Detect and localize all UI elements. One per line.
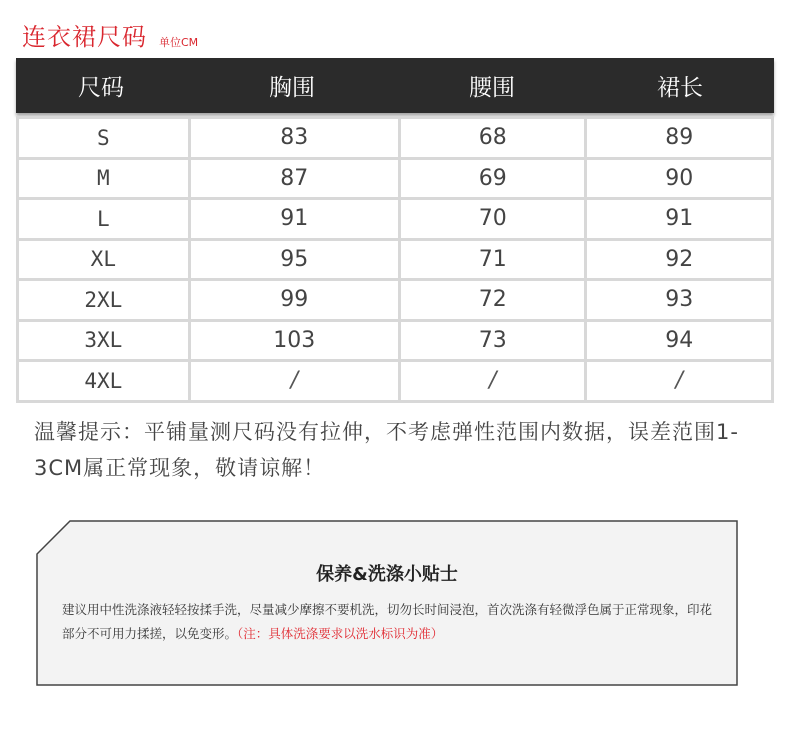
- column-header-size: 尺码: [78, 75, 124, 101]
- table-row: [19, 238, 771, 279]
- title-row: [22, 22, 198, 52]
- table-row: [19, 116, 771, 157]
- cell-waist: 69: [398, 160, 585, 198]
- table-body: [16, 116, 774, 403]
- cell-size: M: [96, 166, 110, 191]
- cell-size: S: [96, 125, 110, 150]
- cell-length: 93: [584, 281, 771, 319]
- care-title: 保养&洗涤小贴士: [316, 564, 458, 585]
- page-title: 连衣裙尺码: [22, 23, 147, 51]
- cell-length: 94: [584, 322, 771, 360]
- cell-size: XL: [90, 247, 116, 272]
- table-row: [19, 197, 771, 238]
- cell-length: 91: [584, 200, 771, 238]
- size-table: [16, 58, 774, 403]
- table-row: [19, 319, 771, 360]
- cell-bust: 103: [188, 322, 398, 360]
- cell-bust: 95: [188, 241, 398, 279]
- table-row: [19, 157, 771, 198]
- cell-bust: 99: [188, 281, 398, 319]
- cell-length: /: [584, 362, 771, 400]
- cell-size: L: [96, 206, 110, 231]
- cell-length: 92: [584, 241, 771, 279]
- cell-size: 3XL: [84, 328, 123, 353]
- cell-size: 2XL: [84, 287, 123, 312]
- cell-waist: 73: [398, 322, 585, 360]
- cell-waist: 70: [398, 200, 585, 238]
- cell-waist: 72: [398, 281, 585, 319]
- care-note: （注：具体洗涤要求以洗水标识为准）: [237, 626, 444, 641]
- cell-length: 90: [584, 160, 771, 198]
- cell-length: 89: [584, 119, 771, 157]
- care-instructions: 建议用中性洗涤液轻轻按揉手洗，尽量减少摩擦不要机洗，切勿长时间浸泡，首次洗涤有轻微浮色属于正常现象，印花部分不可用力揉搓，以免变形。: [62, 602, 713, 641]
- cell-waist: 68: [398, 119, 585, 157]
- measurement-tip: 温馨提示：平铺量测尺码没有拉伸，不考虑弹性范围内数据，误差范围1-3CM属正常现象，敬请谅解！: [34, 420, 739, 480]
- cell-waist: 71: [398, 241, 585, 279]
- cell-bust: 83: [188, 119, 398, 157]
- cell-waist: /: [398, 362, 585, 400]
- table-row: [19, 359, 771, 400]
- unit-label: 单位CM: [159, 36, 199, 49]
- column-header-length: 裙长: [657, 75, 703, 101]
- cell-size: 4XL: [84, 368, 123, 393]
- cell-bust: 87: [188, 160, 398, 198]
- cell-bust: 91: [188, 200, 398, 238]
- care-text: [62, 598, 714, 646]
- column-header-waist: 腰围: [469, 75, 515, 101]
- table-row: [19, 278, 771, 319]
- column-header-bust: 胸围: [269, 75, 315, 101]
- table-header: [16, 58, 774, 113]
- care-tips-box: [36, 520, 738, 686]
- cell-bust: /: [188, 362, 398, 400]
